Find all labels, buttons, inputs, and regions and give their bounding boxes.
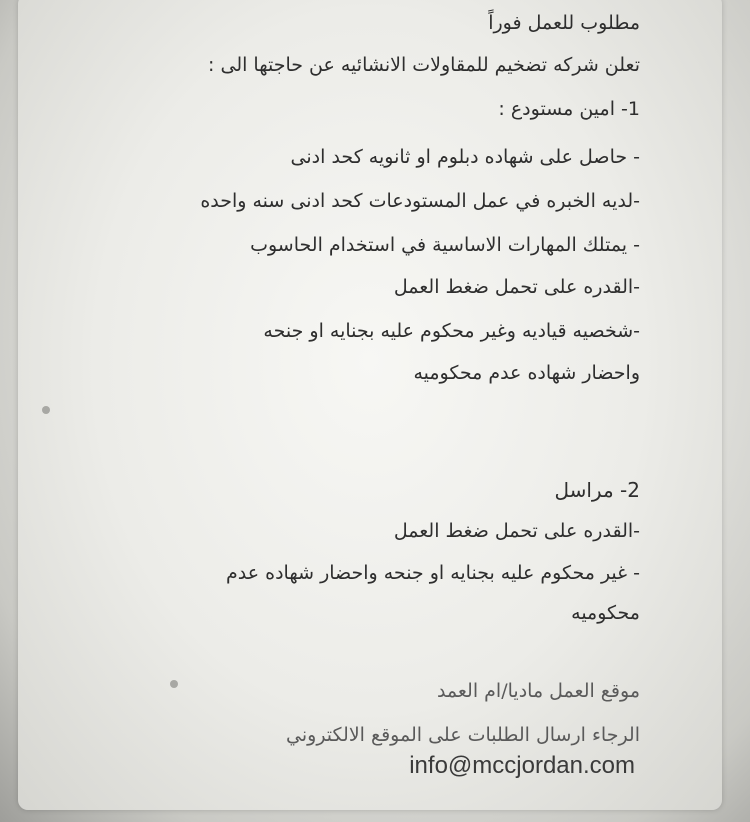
contact-email-link[interactable]: info@mccjordan.com	[409, 752, 635, 779]
post-intro: تعلن شركه تضخيم للمقاولات الانشائيه عن حاجتها الى :	[208, 54, 640, 76]
screen-dust-spot	[42, 406, 50, 414]
position-1-requirement: -القدره على تحمل ضغط العمل	[393, 276, 640, 298]
position-1-requirement: -شخصيه قياديه وغير محكوم عليه بجنايه او جنحه	[263, 320, 640, 342]
screen-dust-spot	[170, 680, 178, 688]
work-location: موقع العمل ماديا/ام العمد	[436, 680, 640, 702]
position-1-requirement: -لديه الخبره في عمل المستودعات كحد ادنى سنه واحده	[200, 190, 640, 212]
position-1-heading: 1- امين مستودع :	[498, 98, 640, 120]
position-1-requirement: - حاصل على شهاده دبلوم او ثانويه كحد ادنى	[290, 146, 640, 168]
position-2-requirement: -القدره على تحمل ضغط العمل	[393, 520, 640, 542]
position-2-heading: 2- مراسل	[554, 478, 640, 502]
position-2-requirement: - غير محكوم عليه بجنايه او جنحه واحضار شهاده عدم	[226, 562, 640, 584]
position-2-requirement: محكوميه	[571, 602, 640, 624]
position-1-requirement: واحضار شهاده عدم محكوميه	[413, 362, 640, 384]
apply-note: الرجاء ارسال الطلبات على الموقع الالكتروني	[286, 724, 640, 746]
position-1-requirement: - يمتلك المهارات الاساسية في استخدام الحاسوب	[250, 234, 640, 256]
post-title: مطلوب للعمل فوراً	[488, 12, 640, 34]
